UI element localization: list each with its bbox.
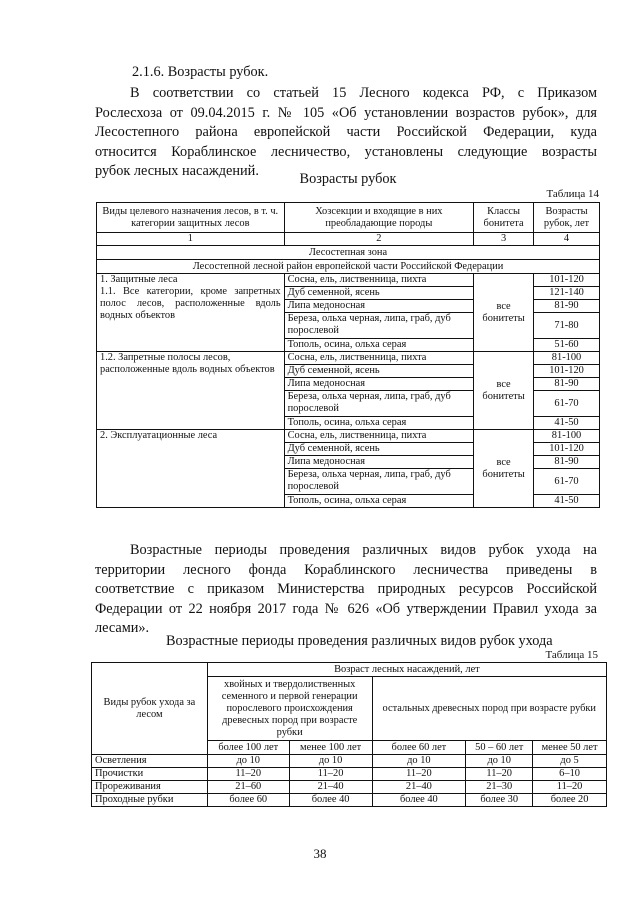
table14-label: Таблица 14 (546, 188, 599, 200)
table15-subheader: менее 100 лет (289, 741, 372, 755)
paragraph-line: территории лесного фонда Кораблинского лесничества приведены в (95, 561, 597, 578)
table14-age: 61-70 (534, 469, 600, 495)
table14-subcategory: 1.1. Все категории, кроме запретных полос лесов, расположенные вдоль водных объектов (100, 286, 281, 321)
table15-cell: 11–20 (372, 768, 466, 781)
table14-species: Липа медоносная (284, 378, 474, 391)
table14-age: 61-70 (534, 391, 600, 417)
table14-header-col1: Виды целевого назначения лесов, в т. ч. категории защитных лесов (97, 203, 285, 233)
table14 (96, 202, 600, 508)
table14-age: 101-120 (534, 274, 600, 287)
table15-cell: 21–60 (207, 781, 289, 794)
table-row (92, 781, 607, 794)
table14-category: 2. Эксплуатационные леса (100, 430, 218, 441)
table15-cell: до 10 (289, 755, 372, 768)
table14-category: 1.2. Запретные полосы лесов, расположенные вдоль водных объектов (100, 352, 275, 375)
table14-col-number: 2 (284, 233, 474, 246)
table14-header-col4: Возрасты рубок, лет (534, 203, 600, 233)
table15-cell: 11–20 (466, 768, 533, 781)
table14-age: 81-90 (534, 456, 600, 469)
table14-age: 81-100 (534, 430, 600, 443)
paragraph-line: рубок лесных насаждений. (95, 163, 259, 179)
table15-cell: 6–10 (533, 768, 607, 781)
table15-row-type: Прореживания (92, 781, 208, 794)
table14-species: Береза, ольха черная, липа, граб, дуб порослевой (284, 469, 474, 495)
table14-age: 71-80 (534, 313, 600, 339)
table14-bonitet: все бонитеты (474, 352, 534, 430)
table15-cell: до 10 (466, 755, 533, 768)
table-row (92, 768, 607, 781)
table15-cell: 21–40 (372, 781, 466, 794)
table14-bonitet: все бонитеты (474, 430, 534, 508)
table15-cell: до 5 (533, 755, 607, 768)
table14-species: Тополь, осина, ольха серая (284, 417, 474, 430)
table14-zone: Лесостепная зона (97, 246, 600, 260)
table15-cell: 11–20 (207, 768, 289, 781)
table15-subheader: менее 50 лет (533, 741, 607, 755)
table14-header-col3: Классы бонитета (474, 203, 534, 233)
table14-col-number: 3 (474, 233, 534, 246)
paragraph-2 (95, 541, 597, 639)
table15-head-group2: остальных древесных пород при возрасте рубки (372, 677, 606, 741)
table15-cell: более 40 (289, 794, 372, 807)
table14-category-cell (97, 430, 285, 508)
table14-age: 51-60 (534, 339, 600, 352)
table14-species: Тополь, осина, ольха серая (284, 495, 474, 508)
section-heading: 2.1.6. Возрасты рубок. (132, 64, 269, 80)
table15-cell: до 10 (207, 755, 289, 768)
table14-age: 121-140 (534, 287, 600, 300)
table15-cell: до 10 (372, 755, 466, 768)
table14-age: 41-50 (534, 495, 600, 508)
table14-title: Возрасты рубок (299, 171, 397, 187)
table14-col-number: 1 (97, 233, 285, 246)
table14-age: 101-120 (534, 443, 600, 456)
page-number: 38 (313, 846, 327, 861)
paragraph-line: В соответствии со статьей 15 Лесного кодекса РФ, с Приказом (130, 85, 597, 101)
table14-bonitet: все бонитеты (474, 274, 534, 352)
table14-category: 1. Защитные леса (100, 274, 178, 285)
table15-cell: 21–30 (466, 781, 533, 794)
table15-row-type: Проходные рубки (92, 794, 208, 807)
table14-species: Сосна, ель, лиственница, пихта (284, 274, 474, 287)
table15-cell: 11–20 (289, 768, 372, 781)
table14-species: Липа медоносная (284, 300, 474, 313)
table14-species: Береза, ольха черная, липа, граб, дуб порослевой (284, 313, 474, 339)
table15-cell: более 40 (372, 794, 466, 807)
table15-label: Таблица 15 (545, 649, 598, 661)
paragraph-line: соответствие с приказом Министерства природных ресурсов Российской (95, 581, 597, 597)
table14-species: Сосна, ель, лиственница, пихта (284, 430, 474, 443)
table14-species: Дуб семенной, ясень (284, 443, 474, 456)
table14-category-cell (97, 274, 285, 352)
table14-age: 81-100 (534, 352, 600, 365)
table14-species: Тополь, осина, ольха серая (284, 339, 474, 352)
table15 (91, 662, 607, 807)
table15-head-group1: хвойных и твердолиственных семенного и первой генерации порослевого происхождения древесных пород при возрасте рубки (207, 677, 372, 741)
section-paragraph (95, 84, 597, 182)
table14-age: 101-120 (534, 365, 600, 378)
paragraph-line: Федерации от 22 ноября 2017 года № 626 «Об утверждении Правил ухода за (95, 600, 597, 617)
table14-species: Липа медоносная (284, 456, 474, 469)
paragraph-line: Возрастные периоды проведения различных видов рубок ухода на (130, 542, 597, 558)
table14-col-number: 4 (534, 233, 600, 246)
table14-species: Дуб семенной, ясень (284, 287, 474, 300)
table15-subheader: 50 – 60 лет (466, 741, 533, 755)
table15-cell: более 20 (533, 794, 607, 807)
table15-subheader: более 100 лет (207, 741, 289, 755)
table15-head-col1: Виды рубок ухода за лесом (92, 663, 208, 755)
table15-cell: более 30 (466, 794, 533, 807)
table15-head-age: Возраст лесных насаждений, лет (207, 663, 606, 677)
table14-age: 81-90 (534, 378, 600, 391)
table-row (92, 755, 607, 768)
paragraph-line: лесами». (95, 620, 150, 636)
table14-region: Лесостепной лесной район европейской части Российской Федерации (97, 260, 600, 274)
table15-row-type: Осветления (92, 755, 208, 768)
table15-cell: 11–20 (533, 781, 607, 794)
table15-cell: 21–40 (289, 781, 372, 794)
table14-category-cell (97, 352, 285, 430)
table15-cell: более 60 (207, 794, 289, 807)
paragraph-line: Рослесхоза от 09.04.2015 г. № 105 «Об установлении возрастов рубок», для (95, 104, 597, 121)
paragraph-line: Лесостепного района европейской части Российской Федерации, куда (95, 124, 597, 140)
table14-age: 81-90 (534, 300, 600, 313)
table-row (92, 794, 607, 807)
table14-species: Сосна, ель, лиственница, пихта (284, 352, 474, 365)
table14-age: 41-50 (534, 417, 600, 430)
table15-row-type: Прочистки (92, 768, 208, 781)
paragraph-line: относится Кораблинское лесничество, установлены следующие возрасты (95, 143, 597, 160)
table14-species: Дуб семенной, ясень (284, 365, 474, 378)
table15-title: Возрастные периоды проведения различных видов рубок ухода (166, 633, 553, 649)
table15-subheader: более 60 лет (372, 741, 466, 755)
table14-header-col2: Хозсекции и входящие в них преобладающие породы (284, 203, 474, 233)
table14-species: Береза, ольха черная, липа, граб, дуб порослевой (284, 391, 474, 417)
